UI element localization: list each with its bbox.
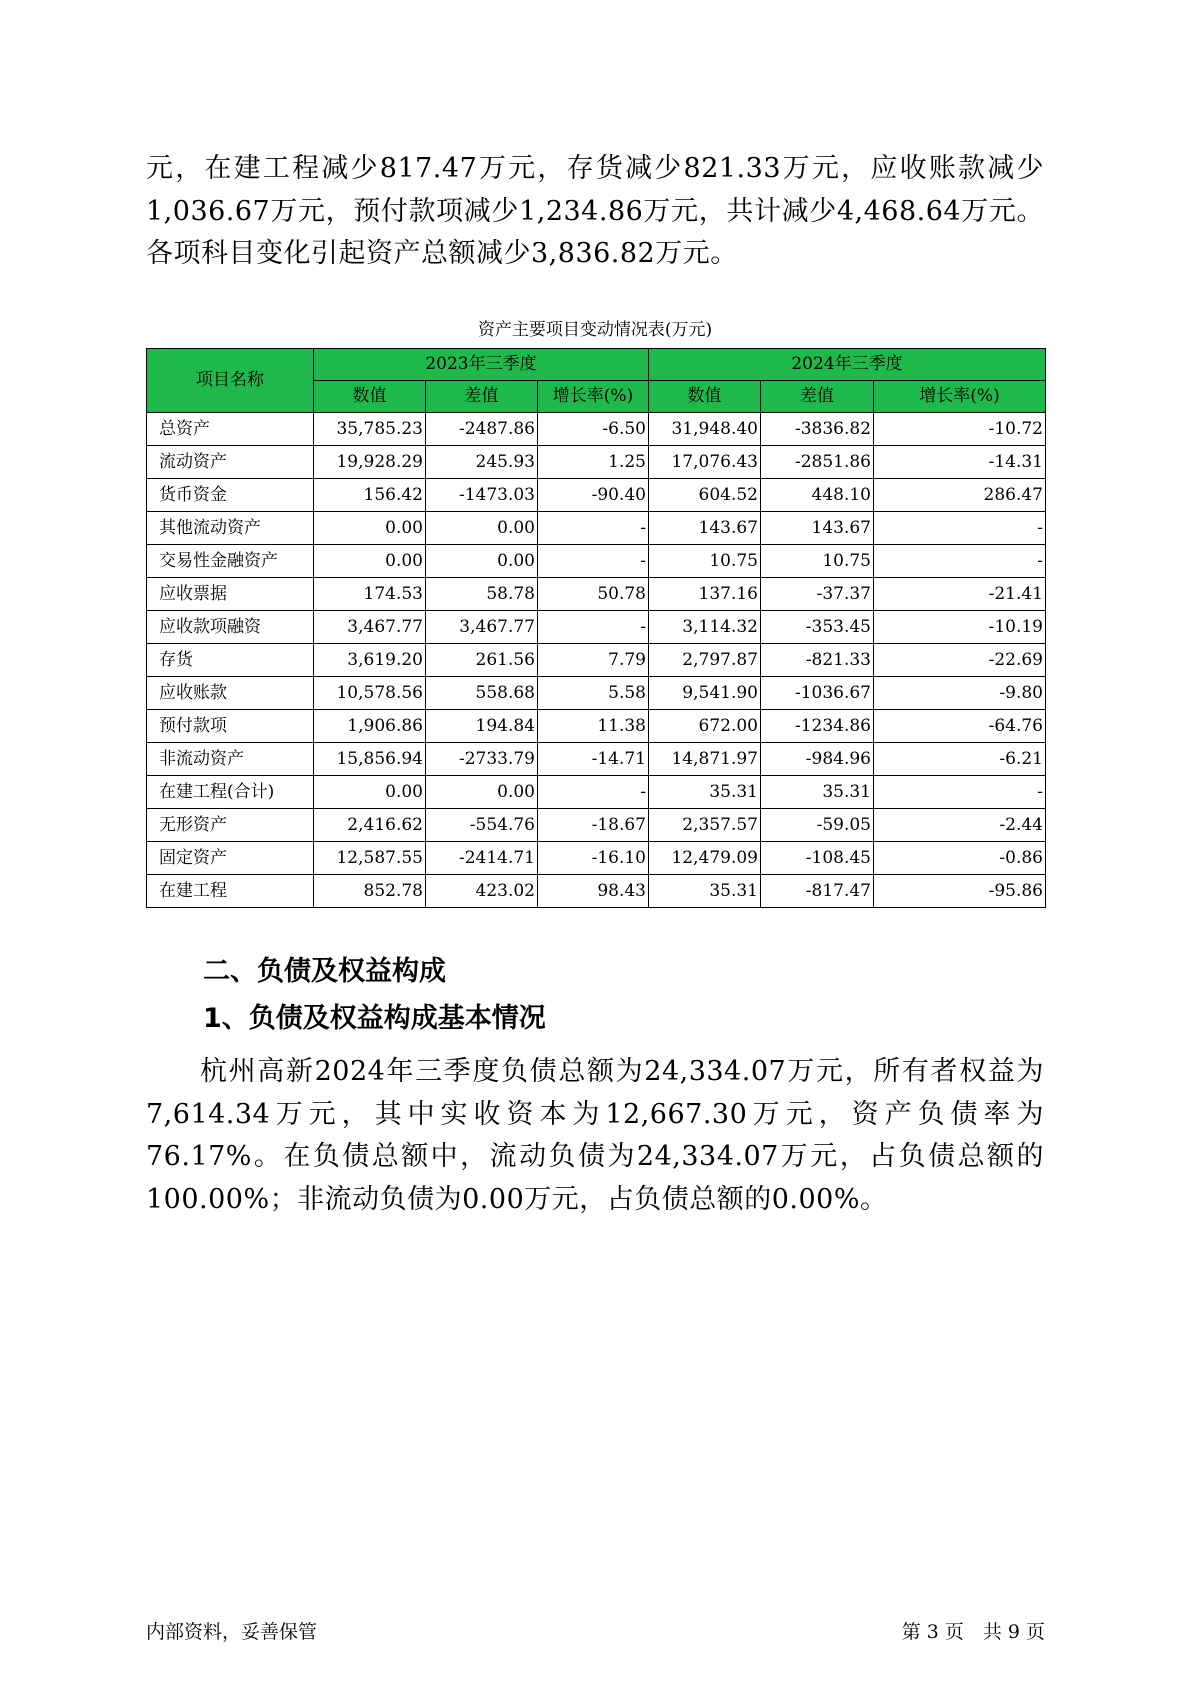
cell-diff-2023: -2487.86 bbox=[426, 413, 538, 446]
cell-item-name: 交易性金融资产 bbox=[147, 545, 314, 578]
table-header bbox=[147, 349, 1046, 413]
cell-diff-2023: 0.00 bbox=[426, 545, 538, 578]
cell-diff-2024: 143.67 bbox=[761, 512, 874, 545]
cell-growth-2023: -6.50 bbox=[538, 413, 649, 446]
cell-value-2023: 15,856.94 bbox=[314, 743, 426, 776]
cell-diff-2023: 423.02 bbox=[426, 875, 538, 908]
cell-growth-2024: - bbox=[874, 512, 1046, 545]
table-row bbox=[147, 512, 1046, 545]
cell-value-2024: 10.75 bbox=[649, 545, 761, 578]
cell-growth-2023: 5.58 bbox=[538, 677, 649, 710]
cell-value-2024: 137.16 bbox=[649, 578, 761, 611]
table-row bbox=[147, 875, 1046, 908]
cell-value-2023: 10,578.56 bbox=[314, 677, 426, 710]
cell-value-2024: 2,357.57 bbox=[649, 809, 761, 842]
cell-value-2024: 14,871.97 bbox=[649, 743, 761, 776]
table-body bbox=[147, 413, 1046, 908]
cell-growth-2024: - bbox=[874, 776, 1046, 809]
cell-value-2024: 35.31 bbox=[649, 776, 761, 809]
cell-diff-2024: -108.45 bbox=[761, 842, 874, 875]
cell-diff-2023: -554.76 bbox=[426, 809, 538, 842]
cell-growth-2023: -18.67 bbox=[538, 809, 649, 842]
table-caption: 资产主要项目变动情况表(万元) bbox=[477, 320, 713, 340]
cell-growth-2023: -16.10 bbox=[538, 842, 649, 875]
cell-item-name: 在建工程(合计) bbox=[147, 776, 314, 809]
cell-growth-2024: -9.80 bbox=[874, 677, 1046, 710]
cell-diff-2024: -353.45 bbox=[761, 611, 874, 644]
cell-item-name: 非流动资产 bbox=[147, 743, 314, 776]
cell-item-name: 流动资产 bbox=[147, 446, 314, 479]
cell-growth-2024: -0.86 bbox=[874, 842, 1046, 875]
header-value-2023: 数值 bbox=[314, 381, 426, 413]
cell-growth-2024: -10.19 bbox=[874, 611, 1046, 644]
equity-paragraph: 杭州高新2024年三季度负债总额为24,334.07万元，所有者权益为7,614.34万元，其中实收资本为12,667.30万元，资产负债率为76.17%。在负债总额中，流动负债为24,334.07万元，占负债总额的100.00%；非流动负债为0.00万元，占负债总额的0.00%。 bbox=[146, 1056, 1044, 1215]
table-row bbox=[147, 611, 1046, 644]
cell-diff-2023: 0.00 bbox=[426, 776, 538, 809]
cell-item-name: 其他流动资产 bbox=[147, 512, 314, 545]
cell-diff-2024: -3836.82 bbox=[761, 413, 874, 446]
cell-diff-2024: -1234.86 bbox=[761, 710, 874, 743]
intro-paragraph: 元，在建工程减少817.47万元，存货减少821.33万元，应收账款减少1,036.67万元，预付款项减少1,234.86万元，共计减少4,468.64万元。各项科目变化引起资产总额减少3,836.82万元。 bbox=[146, 153, 1044, 269]
cell-diff-2023: 261.56 bbox=[426, 644, 538, 677]
cell-diff-2024: -37.37 bbox=[761, 578, 874, 611]
cell-item-name: 无形资产 bbox=[147, 809, 314, 842]
cell-growth-2024: -64.76 bbox=[874, 710, 1046, 743]
footer-confidential-note: 内部资料，妥善保管 bbox=[146, 1621, 318, 1643]
cell-item-name: 应收账款 bbox=[147, 677, 314, 710]
cell-diff-2023: 194.84 bbox=[426, 710, 538, 743]
cell-item-name: 货币资金 bbox=[147, 479, 314, 512]
cell-value-2023: 2,416.62 bbox=[314, 809, 426, 842]
cell-value-2023: 852.78 bbox=[314, 875, 426, 908]
cell-value-2023: 35,785.23 bbox=[314, 413, 426, 446]
cell-value-2024: 9,541.90 bbox=[649, 677, 761, 710]
cell-item-name: 预付款项 bbox=[147, 710, 314, 743]
cell-diff-2024: -817.47 bbox=[761, 875, 874, 908]
table-row bbox=[147, 479, 1046, 512]
cell-growth-2023: - bbox=[538, 776, 649, 809]
cell-value-2024: 12,479.09 bbox=[649, 842, 761, 875]
cell-diff-2024: -1036.67 bbox=[761, 677, 874, 710]
cell-value-2023: 0.00 bbox=[314, 776, 426, 809]
table-row bbox=[147, 413, 1046, 446]
cell-growth-2023: -14.71 bbox=[538, 743, 649, 776]
cell-growth-2024: -14.31 bbox=[874, 446, 1046, 479]
cell-value-2023: 12,587.55 bbox=[314, 842, 426, 875]
table-row bbox=[147, 545, 1046, 578]
cell-growth-2024: - bbox=[874, 545, 1046, 578]
cell-value-2023: 156.42 bbox=[314, 479, 426, 512]
cell-growth-2024: -10.72 bbox=[874, 413, 1046, 446]
cell-diff-2023: 58.78 bbox=[426, 578, 538, 611]
cell-diff-2023: 558.68 bbox=[426, 677, 538, 710]
cell-growth-2024: -6.21 bbox=[874, 743, 1046, 776]
cell-diff-2024: -59.05 bbox=[761, 809, 874, 842]
header-value-2024: 数值 bbox=[649, 381, 761, 413]
cell-growth-2023: - bbox=[538, 611, 649, 644]
cell-diff-2023: -2733.79 bbox=[426, 743, 538, 776]
cell-value-2024: 672.00 bbox=[649, 710, 761, 743]
cell-value-2023: 3,467.77 bbox=[314, 611, 426, 644]
assets-change-table bbox=[146, 348, 1046, 908]
cell-value-2024: 31,948.40 bbox=[649, 413, 761, 446]
cell-growth-2023: 7.79 bbox=[538, 644, 649, 677]
cell-value-2023: 0.00 bbox=[314, 545, 426, 578]
cell-value-2023: 19,928.29 bbox=[314, 446, 426, 479]
cell-diff-2024: 35.31 bbox=[761, 776, 874, 809]
header-period-2023: 2023年三季度 bbox=[314, 349, 649, 381]
footer-page-number: 第 3 页 共 9 页 bbox=[901, 1621, 1045, 1643]
cell-item-name: 固定资产 bbox=[147, 842, 314, 875]
cell-value-2023: 0.00 bbox=[314, 512, 426, 545]
header-diff-2024: 差值 bbox=[761, 381, 874, 413]
table-row bbox=[147, 809, 1046, 842]
cell-diff-2023: -2414.71 bbox=[426, 842, 538, 875]
subsection-heading: 1、负债及权益构成基本情况 bbox=[203, 1003, 546, 1034]
header-diff-2023: 差值 bbox=[426, 381, 538, 413]
cell-diff-2023: -1473.03 bbox=[426, 479, 538, 512]
cell-growth-2023: - bbox=[538, 545, 649, 578]
cell-growth-2023: -90.40 bbox=[538, 479, 649, 512]
cell-value-2023: 1,906.86 bbox=[314, 710, 426, 743]
section-heading: 二、负债及权益构成 bbox=[203, 956, 446, 987]
cell-diff-2024: -984.96 bbox=[761, 743, 874, 776]
cell-growth-2024: -21.41 bbox=[874, 578, 1046, 611]
table-row bbox=[147, 578, 1046, 611]
header-growth-2024: 增长率(%) bbox=[874, 381, 1046, 413]
cell-diff-2024: 448.10 bbox=[761, 479, 874, 512]
header-growth-2023: 增长率(%) bbox=[538, 381, 649, 413]
cell-diff-2023: 245.93 bbox=[426, 446, 538, 479]
table-row bbox=[147, 842, 1046, 875]
cell-value-2023: 3,619.20 bbox=[314, 644, 426, 677]
cell-diff-2023: 0.00 bbox=[426, 512, 538, 545]
cell-growth-2023: 1.25 bbox=[538, 446, 649, 479]
cell-item-name: 在建工程 bbox=[147, 875, 314, 908]
cell-diff-2024: 10.75 bbox=[761, 545, 874, 578]
cell-value-2024: 143.67 bbox=[649, 512, 761, 545]
cell-growth-2024: -2.44 bbox=[874, 809, 1046, 842]
cell-diff-2024: -2851.86 bbox=[761, 446, 874, 479]
table-row bbox=[147, 644, 1046, 677]
table-row bbox=[147, 446, 1046, 479]
header-period-2024: 2024年三季度 bbox=[649, 349, 1046, 381]
cell-item-name: 总资产 bbox=[147, 413, 314, 446]
header-item-name: 项目名称 bbox=[147, 349, 314, 413]
table-row bbox=[147, 710, 1046, 743]
cell-item-name: 应收款项融资 bbox=[147, 611, 314, 644]
cell-growth-2024: -22.69 bbox=[874, 644, 1046, 677]
cell-growth-2023: 98.43 bbox=[538, 875, 649, 908]
cell-value-2023: 174.53 bbox=[314, 578, 426, 611]
table-row bbox=[147, 677, 1046, 710]
cell-value-2024: 604.52 bbox=[649, 479, 761, 512]
cell-value-2024: 3,114.32 bbox=[649, 611, 761, 644]
cell-value-2024: 2,797.87 bbox=[649, 644, 761, 677]
cell-value-2024: 17,076.43 bbox=[649, 446, 761, 479]
cell-growth-2023: - bbox=[538, 512, 649, 545]
cell-growth-2024: 286.47 bbox=[874, 479, 1046, 512]
cell-growth-2023: 11.38 bbox=[538, 710, 649, 743]
cell-growth-2023: 50.78 bbox=[538, 578, 649, 611]
table-row bbox=[147, 776, 1046, 809]
cell-item-name: 应收票据 bbox=[147, 578, 314, 611]
cell-diff-2024: -821.33 bbox=[761, 644, 874, 677]
cell-growth-2024: -95.86 bbox=[874, 875, 1046, 908]
cell-item-name: 存货 bbox=[147, 644, 314, 677]
table-row bbox=[147, 743, 1046, 776]
cell-value-2024: 35.31 bbox=[649, 875, 761, 908]
cell-diff-2023: 3,467.77 bbox=[426, 611, 538, 644]
